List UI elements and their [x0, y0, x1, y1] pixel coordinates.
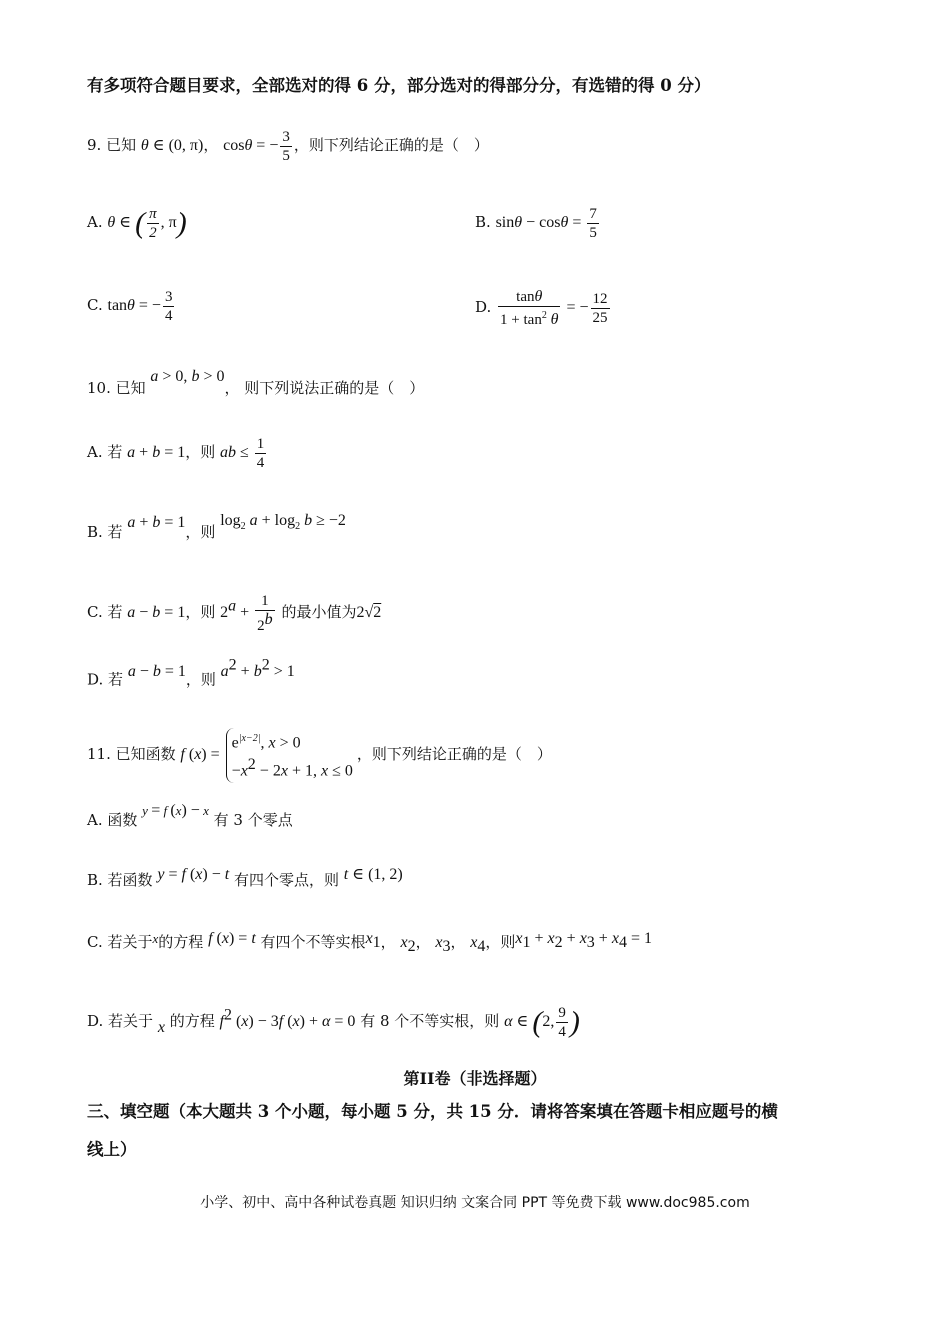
q11-d-equation: $f^2$ (x) − 3f (x) + α = 0: [219, 1006, 356, 1031]
option-label: B. 若函数: [87, 871, 153, 889]
q9-d-expression: $\frac{\tan\theta}{1 + \tan^2 \theta}$ = − $\frac{12}{25}$: [500, 288, 608, 328]
q11-b-range: t ∈ (1, 2): [343, 866, 403, 883]
option-label: A. 函数: [87, 811, 138, 829]
option-mid: 有四个零点，则: [233, 871, 339, 889]
q9-option-b: [475, 205, 601, 242]
option-label: C. 若关于: [87, 933, 153, 951]
q10-option-b: [87, 512, 346, 549]
q10-c-expression: $2^a$ + $\frac{1}{2^b}$: [220, 593, 273, 634]
q10-option-d: [87, 657, 295, 690]
q11-tail: ，则下列结论正确的是（ ）: [356, 745, 552, 763]
option-label: B. 若: [87, 523, 123, 541]
piecewise-brace: $e^{|x-2|}$, x > 0 $-x^2 - 2x + 1$, x ≤ 0: [226, 728, 353, 783]
q10-a-condition: a + b = 1: [127, 444, 186, 462]
q10-tail: ， 则下列说法正确的是（ ）: [224, 379, 425, 397]
question-10: [87, 368, 425, 399]
q10-b-conclusion: $\log_2 a + \log_2 b \ge -2$: [220, 512, 346, 533]
option-mid: 有四个不等实根: [260, 933, 366, 951]
separator: ，: [415, 933, 431, 951]
q11-label: 11. 已知函数: [87, 745, 176, 763]
q10-option-c: [87, 592, 381, 635]
question-11: [87, 728, 552, 783]
option-label: B.: [475, 213, 491, 232]
option-mid: ，则: [185, 603, 216, 622]
q11-c-conclusion: $x_1 + x_2 + x_3 + x_4 = 1$: [515, 930, 652, 952]
option-mid: ，则: [185, 443, 216, 462]
q11-d-range: α ∈ (2, $\frac{9}{4}$ ): [504, 1005, 580, 1040]
q10-d-condition: a − b = 1: [127, 663, 186, 681]
q9-option-c: [87, 288, 176, 325]
q10-a-conclusion: ab ≤ $\frac{1}{4}$: [220, 436, 265, 471]
option-mid: ，则: [485, 933, 516, 951]
footer: 小学、初中、高中各种试卷真题 知识归纳 文案合同 PPT 等免费下载 www.doc985.com: [200, 1195, 750, 1211]
question-9: [87, 128, 489, 165]
q11-option-b: [87, 866, 403, 891]
q9-option-a: [87, 205, 187, 242]
q10-c-min-value: 2√2: [356, 604, 382, 622]
option-tail: 的最小值为: [281, 603, 357, 622]
q9-b-expression: sinθ − cosθ = $\frac{7}{5}$: [495, 206, 597, 241]
option-label: D.: [475, 298, 492, 317]
q11-function-def: f (x) = $e^{|x-2|}$, x > 0 $-x^2 - 2x + 1$, x ≤ 0: [180, 746, 356, 763]
q11-c-root2: $x_2$: [400, 934, 416, 956]
q11-c-var: x: [152, 931, 159, 946]
q9-a-expression: θ ∈ ( $\frac{\pi}{2}$ , π): [107, 206, 187, 241]
q11-c-roots: $x_1$: [365, 930, 381, 952]
q11-option-a: [87, 802, 293, 831]
q11-c-root3: $x_3$: [435, 934, 451, 956]
q9-c-expression: tanθ = − $\frac{3}{4}$: [107, 289, 173, 324]
option-tail: 有 3 个零点: [213, 811, 293, 829]
option-mid: 的方程: [169, 1012, 215, 1031]
option-mid: 的方程: [158, 933, 204, 951]
section-title: 第II卷（非选择题）: [403, 1069, 547, 1088]
q9-label: 9. 已知: [87, 136, 137, 155]
q9-theta-range: θ ∈ (0, π): [140, 137, 204, 155]
option-label: C. 若: [87, 603, 123, 622]
section3-heading-line2: 线上）: [87, 1140, 137, 1159]
separator: ，: [450, 933, 466, 951]
q10-condition: a > 0, b > 0: [150, 368, 225, 385]
option-mid: ，则: [185, 523, 216, 541]
q9-sep: ，: [203, 136, 219, 155]
header-line: 有多项符合题目要求，全部选对的得 6 分，部分选对的得部分分，有选错的得 0 分）: [87, 76, 711, 95]
q10-c-condition: a − b = 1: [127, 604, 186, 622]
q11-d-var: x: [157, 1019, 165, 1037]
option-mid: ，则: [185, 670, 216, 689]
option-label: D. 若关于: [87, 1012, 154, 1031]
q11-c-equation: f (x) = t: [208, 930, 256, 947]
q11-a-function: y = f (x) − x: [142, 802, 209, 819]
q9-tail: ，则下列结论正确的是（ ）: [293, 136, 489, 155]
option-label: C.: [87, 296, 103, 315]
option-label: A.: [87, 213, 103, 232]
option-label: A. 若: [87, 443, 123, 462]
q10-b-condition: a + b = 1: [127, 514, 186, 531]
q10-label: 10. 已知: [87, 379, 146, 397]
q11-option-d: [87, 1004, 580, 1041]
q11-b-function: y = f (x) − t: [157, 866, 230, 883]
section3-heading-line1: 三、填空题（本大题共 3 个小题，每小题 5 分，共 15 分．请将答案填在答题卡相应题号的横: [87, 1102, 778, 1121]
q10-option-a: [87, 435, 268, 472]
separator: ，: [380, 933, 396, 951]
option-mid: 有 8 个不等实根，则: [360, 1012, 500, 1031]
q9-option-d: [475, 288, 612, 329]
q11-c-root4: $x_4$: [470, 934, 486, 956]
q11-option-c: [87, 932, 652, 957]
q10-d-conclusion: $a^2 + b^2 > 1$: [220, 657, 295, 681]
option-label: D. 若: [87, 670, 124, 689]
q9-cos-condition: cosθ = − $\frac{3}{5}$: [223, 129, 290, 164]
